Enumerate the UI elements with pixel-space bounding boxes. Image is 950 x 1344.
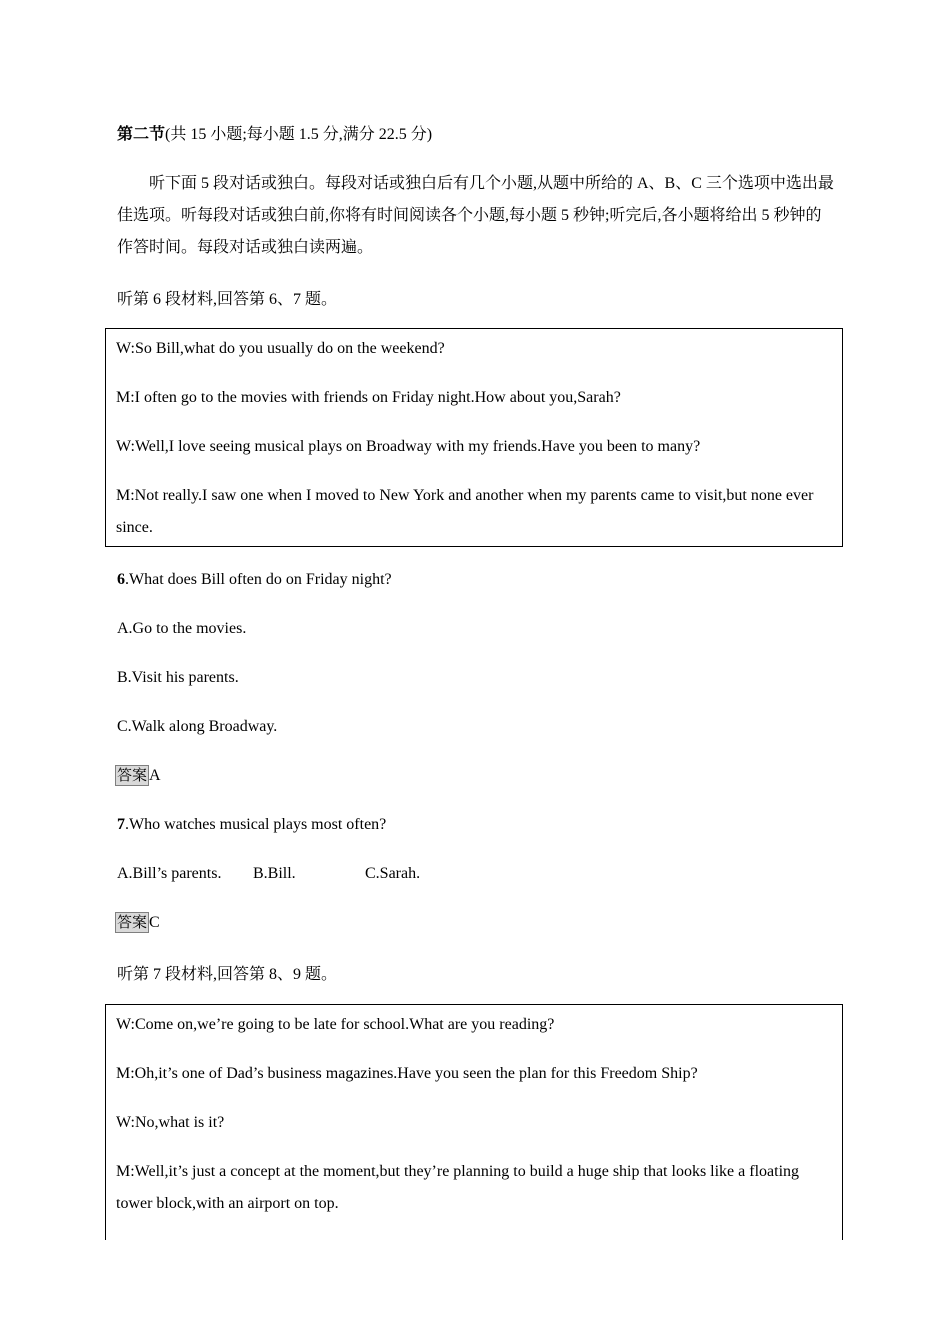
- q7-option-c: C.Sarah.: [365, 865, 421, 882]
- question-7: 7.Who watches musical plays most often?: [117, 816, 387, 833]
- section-title: 第二节(共 15 小题;每小题 1.5 分,满分 22.5 分): [117, 126, 433, 143]
- answer-label: 答案: [117, 766, 148, 784]
- dialogue-line: W:No,what is it?: [116, 1114, 225, 1131]
- dialogue-line: M:Well,it’s just a concept at the moment,but they’re planning to build a huge ship that looks like a floating tower block,with an airport on top.: [116, 1163, 800, 1212]
- q6-option-a: A.Go to the movies.: [117, 620, 247, 637]
- part6-intro: 听第 6 段材料,回答第 6、7 题。: [117, 291, 338, 308]
- answer-value: A: [149, 767, 161, 784]
- dialogue-line: M:Not really.I saw one when I moved to New York and another when my parents came to visit,but none ever since.: [116, 487, 814, 536]
- dialogue-box-part6: [105, 328, 843, 547]
- dialogue-line: W:So Bill,what do you usually do on the weekend?: [116, 340, 445, 357]
- part7-intro: 听第 7 段材料,回答第 8、9 题。: [117, 966, 338, 983]
- dialogue-line: M:I often go to the movies with friends on Friday night.How about you,Sarah?: [116, 389, 621, 406]
- q6-answer: [115, 765, 161, 786]
- q6-option-b: B.Visit his parents.: [117, 669, 239, 686]
- answer-value: C: [149, 914, 160, 931]
- q7-option-a: A.Bill’s parents.: [117, 865, 222, 882]
- q7-option-b: B.Bill.: [253, 865, 296, 882]
- question-6: 6.What does Bill often do on Friday night?: [117, 571, 392, 588]
- dialogue-box-part7: [105, 1004, 843, 1240]
- dialogue-line: W:Well,I love seeing musical plays on Broadway with my friends.Have you been to many?: [116, 438, 701, 455]
- section-instructions: 听下面 5 段对话或独白。每段对话或独白后有几个小题,从题中所给的 A、B、C 三个选项中选出最佳选项。听每段对话或独白前,你将有时间阅读各个小题,每小题 5 秒钟;听完后,各小题将给出 5 秒钟的作答时间。每段对话或独白读两遍。: [117, 175, 834, 256]
- q6-option-c: C.Walk along Broadway.: [117, 718, 278, 735]
- answer-label: 答案: [117, 913, 148, 931]
- q7-answer: [115, 912, 160, 933]
- dialogue-line: M:Oh,it’s one of Dad’s business magazines.Have you seen the plan for this Freedom Ship?: [116, 1065, 698, 1082]
- dialogue-line: W:Come on,we’re going to be late for school.What are you reading?: [116, 1016, 555, 1033]
